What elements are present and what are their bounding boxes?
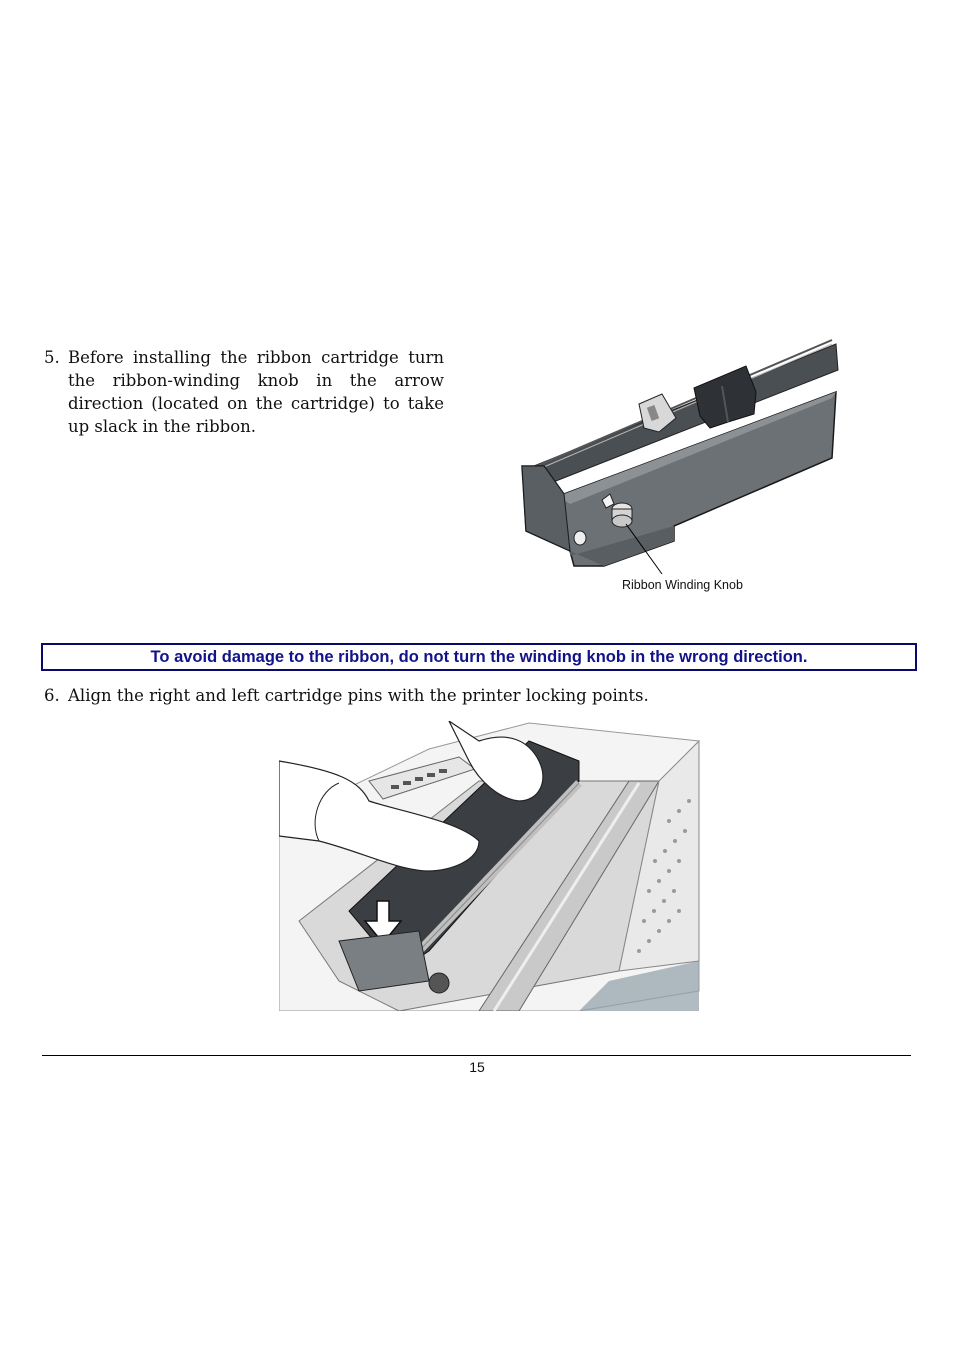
step-5-number: 5. [44,348,60,367]
footer-rule [42,1055,911,1056]
warning-box [41,643,917,671]
figure-caption: Ribbon Winding Knob [622,578,743,592]
step-5-text: Before installing the ribbon cartridge turn the ribbon-winding knob in the arrow direction (located on the cartridge) to take up slack in the ribbon. [68,348,444,436]
step-6-text: Align the right and left cartridge pins with the printer locking points. [68,686,649,705]
step-5 [44,346,444,438]
ribbon-cartridge-illustration [514,336,844,598]
printer-installation-illustration [279,721,701,1011]
step-6 [44,684,649,707]
page-number: 15 [469,1059,485,1075]
step-6-number: 6. [44,686,60,705]
warning-text: To avoid damage to the ribbon, do not turn the winding knob in the wrong direction. [150,647,808,666]
